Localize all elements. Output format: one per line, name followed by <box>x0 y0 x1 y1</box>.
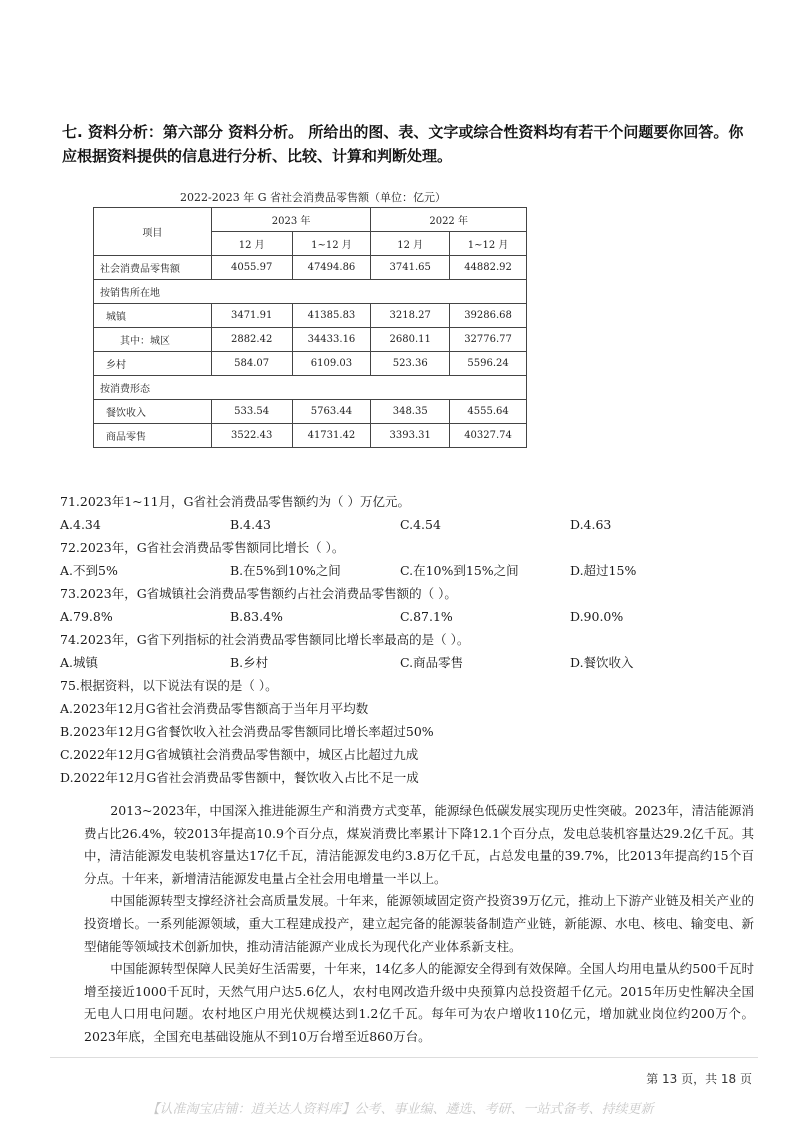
option-b: B.2023年12月G省餐饮收入社会消费品零售额同比增长率超过50% <box>60 724 434 739</box>
cell-value: 4055.97 <box>211 256 292 280</box>
question-stem: 73.2023年，G省城镇社会消费品零售额约占社会消费品零售额的（ ）。 <box>60 586 457 601</box>
cell-value: 47494.86 <box>292 256 371 280</box>
option-d: D.2022年12月G省社会消费品零售额中，餐饮收入占比不足一成 <box>60 770 419 785</box>
option-c: C.2022年12月G省城镇社会消费品零售额中，城区占比超过九成 <box>60 747 419 762</box>
question-stem: 74.2023年，G省下列指标的社会消费品零售额同比增长率最高的是（ ）。 <box>60 632 470 647</box>
option-a: A.4.34 <box>60 517 101 532</box>
option-b: B.83.4% <box>230 609 283 624</box>
option-d: D.餐饮收入 <box>570 655 634 670</box>
cell-value: 4555.64 <box>450 400 527 424</box>
cell-value: 5596.24 <box>450 352 527 376</box>
row-label: 其中：城区 <box>94 328 212 352</box>
option-a: A.不到5% <box>60 563 118 578</box>
option-a: A.79.8% <box>60 609 113 624</box>
sub-header-2022-dec: 12 月 <box>371 232 450 256</box>
cell-value: 3471.91 <box>211 304 292 328</box>
question-71 <box>60 490 760 536</box>
cell-value: 3393.31 <box>371 424 450 448</box>
table-row <box>94 352 527 376</box>
cell-value: 34433.16 <box>292 328 371 352</box>
table-row <box>94 424 527 448</box>
cell-value: 39286.68 <box>450 304 527 328</box>
cell-value: 41731.42 <box>292 424 371 448</box>
year-2022-header: 2022 年 <box>371 208 527 232</box>
watermark-text: 【认准淘宝店铺：逍关达人资料库】公考、事业编、遴选、考研、一站式备考、持续更新 <box>146 1102 654 1117</box>
table-caption: 2022-2023 年 G 省社会消费品零售额（单位：亿元） <box>180 191 446 204</box>
table-row <box>94 400 527 424</box>
passage-paragraph: 中国能源转型支撑经济社会高质量发展。十年来，能源领域固定资产投资39万亿元，推动上下游产业链及相关产业的投资增长。一系列能源领域，重大工程建成投产，建立起完备的能源装备制造产业链，新能源、水电、核电、输变电、新型储能等领域技术创新加快，推动清洁能源产业成长为现代化产业体系新支柱。 <box>84 893 754 954</box>
table-section-row <box>94 376 527 400</box>
question-75 <box>60 674 760 789</box>
question-73 <box>60 582 760 628</box>
table-row <box>94 304 527 328</box>
cell-value: 44882.92 <box>450 256 527 280</box>
option-a: A.城镇 <box>60 655 99 670</box>
reading-passage <box>84 800 754 1049</box>
row-label: 城镇 <box>94 304 212 328</box>
option-b: B.乡村 <box>230 655 269 670</box>
question-stem: 75.根据资料，以下说法有误的是（ ）。 <box>60 678 278 693</box>
question-stem: 71.2023年1~11月，G省社会消费品零售额约为（ ）万亿元。 <box>60 494 410 509</box>
cell-value: 348.35 <box>371 400 450 424</box>
cell-value: 584.07 <box>211 352 292 376</box>
cell-value: 2680.11 <box>371 328 450 352</box>
option-d: D.4.63 <box>570 517 612 532</box>
section-title: 七. 资料分析：第六部分 资料分析。 所给出的图、表、文字或综合性资料均有若干个问题要你回答。你应根据资料提供的信息进行分析、比较、计算和判断处理。 <box>62 123 744 165</box>
year-2023-header: 2023 年 <box>211 208 371 232</box>
passage-paragraph: 中国能源转型保障人民美好生活需要，十年来，14亿多人的能源安全得到有效保障。全国人均用电量从约500千瓦时增至接近1000千瓦时，天然气用户达5.6亿人，农村电网改造升级中央预算内总投资超千亿元。2015年历史性解决全国无电人口用电问题。农村地区户用光伏规模达到1.2亿千瓦。每年可为农户增收110亿元，增加就业岗位约200万个。2023年底，全国充电基础设施从不到10万台增至近860万台。 <box>84 961 754 1044</box>
option-b: B.在5%到10%之间 <box>230 563 341 578</box>
table-section-row <box>94 280 527 304</box>
cell-value: 523.36 <box>371 352 450 376</box>
question-list <box>60 490 760 789</box>
row-label: 餐饮收入 <box>94 400 212 424</box>
option-c: C.87.1% <box>400 609 453 624</box>
cell-value: 6109.03 <box>292 352 371 376</box>
option-c: C.4.54 <box>400 517 441 532</box>
section-consumption-form: 按消费形态 <box>94 376 527 400</box>
cell-value: 5763.44 <box>292 400 371 424</box>
option-c: C.在10%到15%之间 <box>400 563 519 578</box>
cell-value: 40327.74 <box>450 424 527 448</box>
row-label: 商品零售 <box>94 424 212 448</box>
sub-header-2022-jan-dec: 1~12 月 <box>450 232 527 256</box>
sub-header-2023-jan-dec: 1~12 月 <box>292 232 371 256</box>
cell-value: 3522.43 <box>211 424 292 448</box>
table-row <box>94 328 527 352</box>
option-b: B.4.43 <box>230 517 271 532</box>
option-d: D.90.0% <box>570 609 624 624</box>
cell-value: 533.54 <box>211 400 292 424</box>
question-74 <box>60 628 760 674</box>
option-d: D.超过15% <box>570 563 637 578</box>
cell-value: 32776.77 <box>450 328 527 352</box>
sub-header-2023-dec: 12 月 <box>211 232 292 256</box>
cell-value: 41385.83 <box>292 304 371 328</box>
section-sales-location: 按销售所在地 <box>94 280 527 304</box>
cell-value: 3741.65 <box>371 256 450 280</box>
table-row <box>94 256 527 280</box>
footer-divider <box>50 1057 758 1058</box>
question-stem: 72.2023年，G省社会消费品零售额同比增长（ ）。 <box>60 540 345 555</box>
option-c: C.商品零售 <box>400 655 464 670</box>
cell-value: 2882.42 <box>211 328 292 352</box>
question-72 <box>60 536 760 582</box>
option-a: A.2023年12月G省社会消费品零售额高于当年月平均数 <box>60 701 369 716</box>
passage-paragraph: 2013~2023年，中国深入推进能源生产和消费方式变革，能源绿色低碳发展实现历史性突破。2023年，清洁能源消费占比26.4%，较2013年提高10.9个百分点，煤炭消费比率累计下降12.1个百分点，发电总装机容量达29.2亿千瓦。其中，清洁能源发电装机容量达17亿千瓦，清洁能源发电约3.8万亿千瓦，占总发电量的39.7%，比2013年提高约15个百分点。十年来，新增清洁能源发电量占全社会用电增量一半以上。 <box>84 803 754 886</box>
row-label: 乡村 <box>94 352 212 376</box>
row-label: 社会消费品零售额 <box>94 256 212 280</box>
cell-value: 3218.27 <box>371 304 450 328</box>
retail-sales-table <box>93 207 527 448</box>
col-item-header: 项目 <box>94 208 212 256</box>
page-number: 第 13 页，共 18 页 <box>646 1072 752 1086</box>
table-header-row <box>94 208 527 232</box>
